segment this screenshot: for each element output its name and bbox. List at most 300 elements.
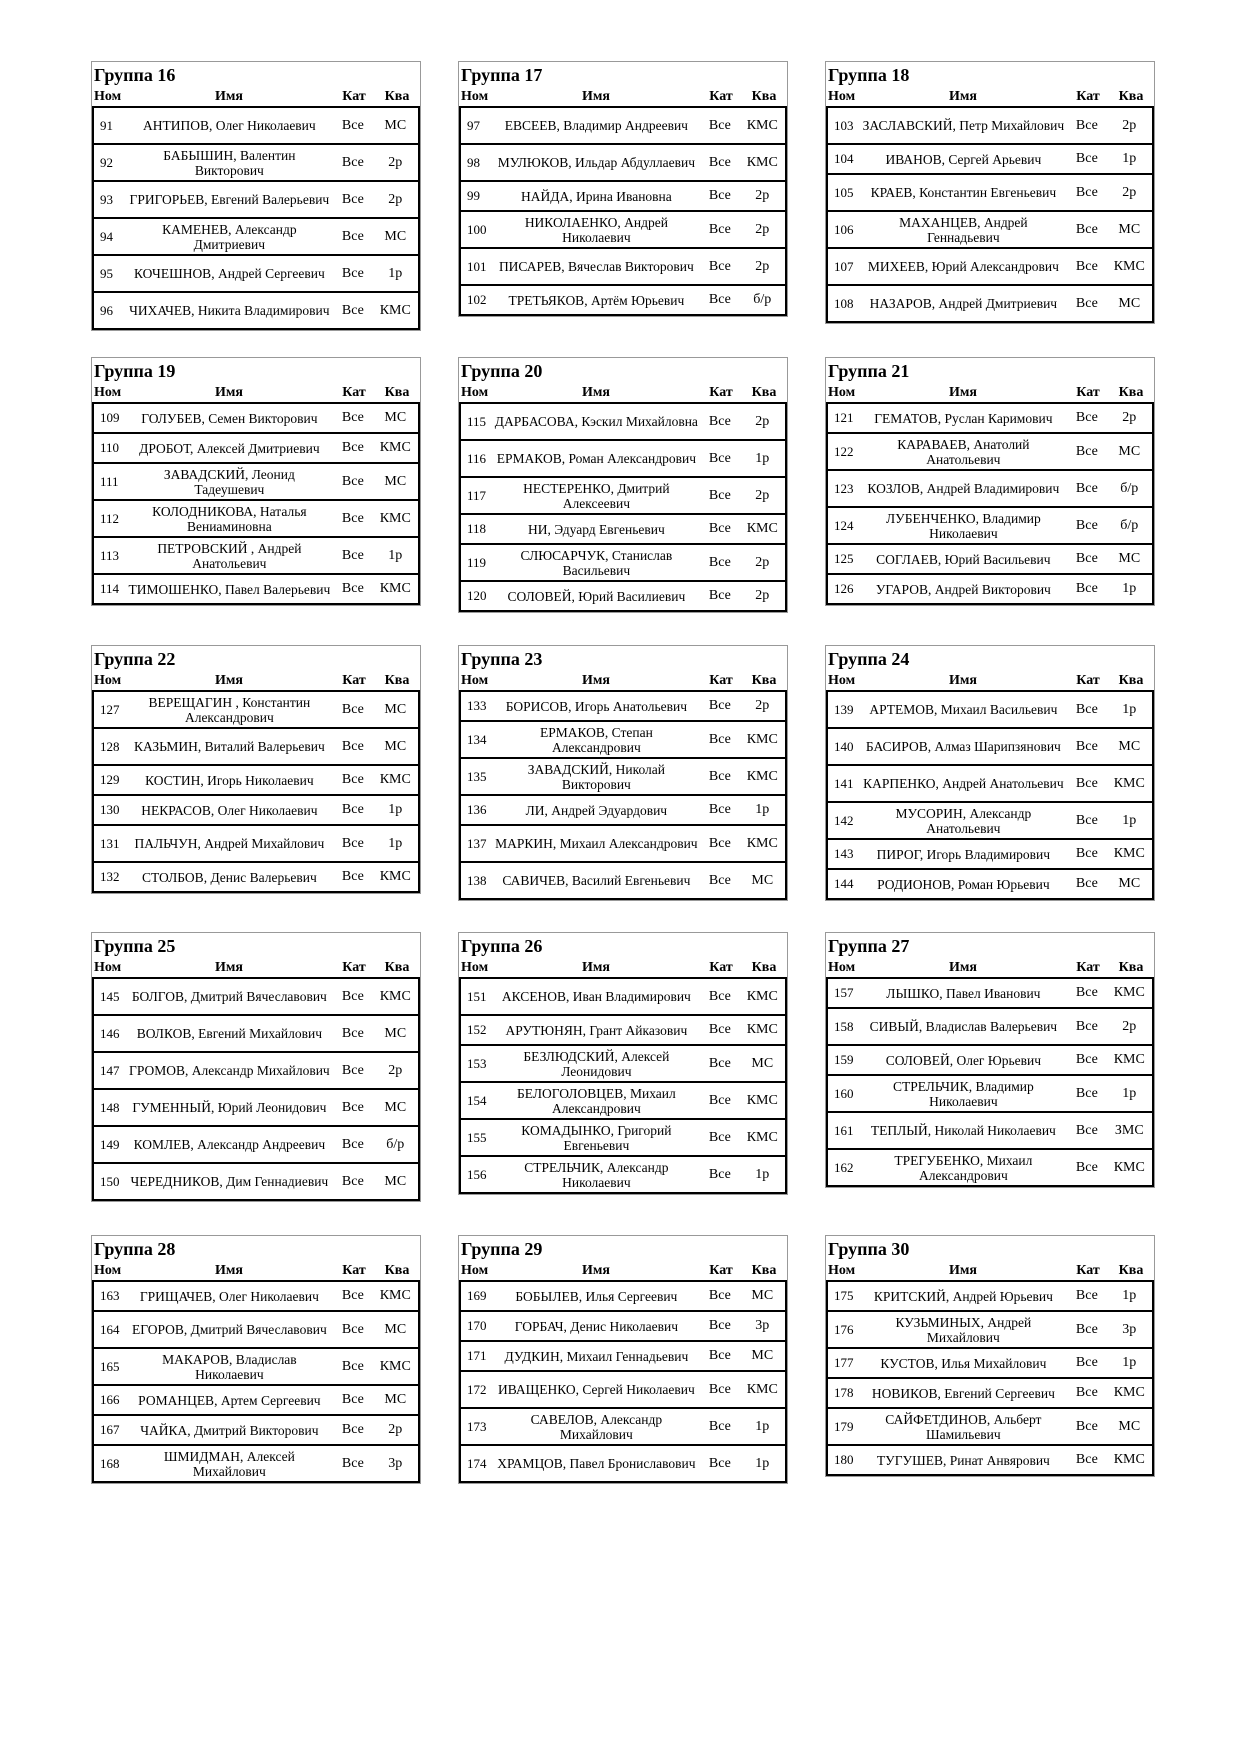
cell-num: 93 bbox=[100, 191, 113, 207]
cell-num: 149 bbox=[100, 1136, 120, 1152]
header-kva: Ква bbox=[1118, 960, 1144, 975]
cell-cat: Все bbox=[341, 1422, 364, 1437]
cell-cat: Все bbox=[341, 802, 364, 817]
table-row bbox=[828, 108, 1152, 145]
cell-cat: Все bbox=[341, 581, 364, 596]
cell-name: НЕСТЕРЕНКО, Дмитрий Алексеевич bbox=[523, 480, 670, 511]
cell-cat: Все bbox=[708, 1022, 731, 1037]
cell-cat: Все bbox=[341, 228, 364, 244]
cell-kva: 2р bbox=[755, 554, 770, 570]
cell-cat: Все bbox=[341, 738, 364, 754]
cell-cat: Все bbox=[1075, 1355, 1098, 1370]
cell-name: НОВИКОВ, Евгений Сергеевич bbox=[871, 1385, 1055, 1401]
cell-kva: КМС bbox=[379, 869, 411, 884]
cell-kva: 1р bbox=[755, 1166, 770, 1182]
table-body bbox=[826, 692, 1154, 900]
cell-num: 120 bbox=[467, 588, 487, 603]
table-header bbox=[92, 672, 420, 692]
cell-kva: МС bbox=[384, 1392, 407, 1407]
cell-kva: КМС bbox=[746, 731, 778, 747]
cell-cat: Все bbox=[1075, 480, 1098, 496]
cell-num: 116 bbox=[467, 450, 487, 466]
cell-name: МАРКИН, Михаил Александрович bbox=[495, 836, 698, 851]
cell-kva: КМС bbox=[746, 768, 778, 784]
header-cat: Кат bbox=[1076, 385, 1100, 400]
group-table bbox=[458, 645, 788, 901]
cell-name: КУЗЬМИНЫХ, Андрей Михайлович bbox=[895, 1314, 1032, 1345]
header-name: Имя bbox=[215, 385, 243, 400]
cell-name: АРУТЮНЯН, Грант Айказович bbox=[505, 1022, 688, 1038]
cell-name: КАРАВАЕВ, Анатолий Анатольевич bbox=[897, 436, 1030, 467]
cell-num: 150 bbox=[100, 1173, 120, 1189]
header-cat: Кат bbox=[709, 89, 733, 104]
cell-kva: КМС bbox=[746, 1092, 778, 1108]
cell-kva: 2р bbox=[755, 588, 770, 603]
cell-cat: Все bbox=[1075, 812, 1098, 828]
cell-num: 178 bbox=[834, 1385, 854, 1400]
cell-name: КОЛОДНИКОВА, Наталья Вениаминовна bbox=[152, 503, 307, 534]
cell-name: ГОРБАЧ, Денис Николаевич bbox=[514, 1318, 678, 1334]
cell-num: 125 bbox=[834, 551, 854, 566]
cell-name: КУСТОВ, Илья Михайлович bbox=[880, 1355, 1047, 1371]
cell-kva: 1р bbox=[755, 450, 770, 466]
cell-num: 139 bbox=[834, 701, 854, 717]
table-row bbox=[828, 175, 1152, 212]
cell-name: ЧИХАЧЕВ, Никита Владимирович bbox=[129, 303, 330, 318]
cell-cat: Все bbox=[708, 1055, 731, 1071]
table-row bbox=[94, 729, 418, 766]
cell-kva: МС bbox=[751, 1288, 774, 1303]
group-table bbox=[825, 61, 1155, 324]
table-row bbox=[461, 545, 785, 582]
table-row bbox=[828, 575, 1152, 605]
cell-cat: Все bbox=[1075, 1018, 1098, 1034]
cell-kva: 2р bbox=[1122, 1018, 1137, 1034]
header-kva: Ква bbox=[384, 89, 410, 104]
header-cat: Кат bbox=[1076, 673, 1100, 688]
table-row bbox=[461, 863, 785, 900]
header-num: Ном bbox=[461, 673, 489, 688]
cell-cat: Все bbox=[708, 554, 731, 570]
cell-num: 105 bbox=[834, 184, 854, 200]
cell-cat: Все bbox=[341, 1321, 364, 1337]
cell-name: НИ, Эдуард Евгеньевич bbox=[527, 521, 665, 537]
cell-cat: Все bbox=[1075, 221, 1098, 237]
table-row bbox=[828, 1113, 1152, 1150]
group-table bbox=[91, 932, 421, 1202]
cell-num: 162 bbox=[834, 1159, 854, 1175]
cell-cat: Все bbox=[341, 772, 364, 787]
header-num: Ном bbox=[94, 1263, 122, 1278]
cell-cat: Все bbox=[708, 413, 731, 429]
cell-name: МАХАНЦЕВ, Андрей Геннадьевич bbox=[899, 214, 1028, 245]
cell-name: МУЛЮКОВ, Ильдар Абдуллаевич bbox=[497, 155, 696, 170]
table-row bbox=[94, 766, 418, 796]
cell-kva: КМС bbox=[379, 302, 411, 318]
cell-num: 98 bbox=[467, 154, 480, 170]
header-name: Имя bbox=[582, 673, 610, 688]
header-kva: Ква bbox=[751, 673, 777, 688]
cell-kva: МС bbox=[384, 410, 407, 425]
header-cat: Кат bbox=[1076, 960, 1100, 975]
cell-cat: Все bbox=[1075, 775, 1098, 791]
cell-kva: МС bbox=[384, 738, 407, 754]
cell-kva: 1р bbox=[755, 802, 770, 817]
cell-kva: КМС bbox=[1113, 1385, 1145, 1400]
cell-cat: Все bbox=[1075, 1122, 1098, 1138]
cell-name: ЕРМАКОВ, Степан Александрович bbox=[539, 724, 653, 755]
cell-kva: КМС bbox=[379, 440, 411, 455]
table-row bbox=[828, 1046, 1152, 1076]
cell-kva: КМС bbox=[1113, 775, 1145, 791]
group-title: Группа 25 bbox=[94, 936, 176, 956]
cell-cat: Все bbox=[1075, 581, 1098, 596]
cell-cat: Все bbox=[1075, 1052, 1098, 1067]
table-header bbox=[459, 959, 787, 979]
cell-kva: КМС bbox=[746, 1022, 778, 1037]
cell-num: 121 bbox=[834, 410, 854, 425]
cell-num: 157 bbox=[834, 985, 854, 1000]
cell-kva: КМС bbox=[746, 835, 778, 851]
group-title: Группа 22 bbox=[94, 649, 176, 669]
table-row bbox=[94, 1282, 418, 1312]
table-row bbox=[94, 1090, 418, 1127]
cell-kva: МС bbox=[384, 228, 407, 244]
table-body bbox=[826, 404, 1154, 605]
cell-kva: КМС bbox=[1113, 985, 1145, 1000]
group-title: Группа 23 bbox=[461, 649, 543, 669]
cell-kva: МС bbox=[1118, 876, 1141, 891]
cell-num: 135 bbox=[467, 768, 487, 784]
header-name: Имя bbox=[215, 960, 243, 975]
cell-name: БАСИРОВ, Алмаз Шарипзянович bbox=[865, 739, 1061, 754]
cell-num: 101 bbox=[467, 258, 487, 274]
cell-num: 97 bbox=[467, 117, 480, 133]
header-name: Имя bbox=[582, 960, 610, 975]
table-row bbox=[461, 108, 785, 145]
table-body bbox=[826, 108, 1154, 323]
table-row bbox=[94, 1416, 418, 1446]
cell-name: СТОЛБОВ, Денис Валерьевич bbox=[141, 869, 317, 885]
table-body bbox=[459, 979, 787, 1194]
table-body bbox=[92, 1282, 420, 1483]
cell-num: 176 bbox=[834, 1321, 854, 1337]
cell-cat: Все bbox=[341, 1392, 364, 1407]
cell-name: ХРАМЦОВ, Павел Брониславович bbox=[497, 1456, 696, 1471]
cell-kva: КМС bbox=[379, 988, 411, 1004]
cell-num: 102 bbox=[467, 292, 487, 307]
cell-num: 148 bbox=[100, 1099, 120, 1115]
group-title: Группа 18 bbox=[828, 65, 910, 85]
cell-num: 163 bbox=[100, 1288, 120, 1303]
cell-kva: МС bbox=[384, 1173, 407, 1189]
header-name: Имя bbox=[582, 385, 610, 400]
header-num: Ном bbox=[828, 89, 856, 104]
group-table bbox=[91, 1235, 421, 1484]
cell-num: 106 bbox=[834, 221, 854, 237]
cell-cat: Все bbox=[708, 1288, 731, 1303]
cell-name: ЛИ, Андрей Эдуардович bbox=[525, 802, 668, 818]
cell-cat: Все bbox=[341, 1173, 364, 1189]
cell-kva: МС bbox=[384, 1025, 407, 1041]
cell-name: БЕЛОГОЛОВЦЕВ, Михаил Александрович bbox=[517, 1085, 676, 1116]
table-header bbox=[92, 384, 420, 404]
cell-kva: КМС bbox=[379, 1288, 411, 1303]
table-row bbox=[828, 249, 1152, 286]
cell-cat: Все bbox=[341, 1288, 364, 1303]
cell-kva: 2р bbox=[755, 258, 770, 274]
cell-cat: Все bbox=[341, 701, 364, 717]
cell-num: 168 bbox=[100, 1455, 120, 1471]
cell-num: 130 bbox=[100, 802, 120, 817]
cell-cat: Все bbox=[708, 1455, 731, 1471]
cell-num: 147 bbox=[100, 1062, 120, 1078]
cell-kva: МС bbox=[1118, 1418, 1141, 1434]
header-cat: Кат bbox=[342, 960, 366, 975]
table-body bbox=[459, 108, 787, 316]
table-row bbox=[94, 1164, 418, 1201]
header-cat: Кат bbox=[342, 89, 366, 104]
cell-name: ТИМОШЕНКО, Павел Валерьевич bbox=[128, 581, 331, 597]
cell-cat: Все bbox=[1075, 1452, 1098, 1467]
group-table bbox=[825, 1235, 1155, 1477]
cell-num: 104 bbox=[834, 151, 854, 166]
cell-kva: 3р bbox=[1122, 1321, 1137, 1337]
table-row bbox=[94, 1386, 418, 1416]
header-kva: Ква bbox=[1118, 673, 1144, 688]
header-num: Ном bbox=[94, 673, 122, 688]
table-body bbox=[459, 692, 787, 900]
cell-name: ВОЛКОВ, Евгений Михайлович bbox=[136, 1026, 323, 1041]
table-row bbox=[461, 826, 785, 863]
cell-name: ИВАНОВ, Сергей Арьевич bbox=[885, 151, 1042, 167]
cell-kva: 3р bbox=[755, 1318, 770, 1333]
header-kva: Ква bbox=[751, 89, 777, 104]
cell-kva: 1р bbox=[1122, 1355, 1137, 1370]
cell-num: 136 bbox=[467, 802, 487, 817]
cell-kva: 1р bbox=[755, 1455, 770, 1471]
group-title: Группа 24 bbox=[828, 649, 910, 669]
cell-kva: 1р bbox=[1122, 812, 1137, 828]
header-kva: Ква bbox=[751, 960, 777, 975]
table-row bbox=[828, 404, 1152, 434]
cell-cat: Все bbox=[1075, 410, 1098, 425]
cell-name: АРТЕМОВ, Михаил Васильевич bbox=[869, 702, 1058, 717]
cell-kva: 2р bbox=[388, 1062, 403, 1078]
table-row bbox=[461, 1046, 785, 1083]
cell-cat: Все bbox=[341, 1099, 364, 1115]
table-row bbox=[461, 441, 785, 478]
cell-kva: МС bbox=[1118, 551, 1141, 566]
header-cat: Кат bbox=[709, 673, 733, 688]
group-table bbox=[825, 932, 1155, 1188]
cell-kva: ЗМС bbox=[1114, 1122, 1144, 1138]
cell-cat: Все bbox=[708, 1348, 731, 1363]
cell-num: 128 bbox=[100, 738, 120, 754]
table-body bbox=[826, 1282, 1154, 1476]
group-table bbox=[91, 357, 421, 606]
table-row bbox=[94, 1127, 418, 1164]
table-row bbox=[828, 1150, 1152, 1187]
table-row bbox=[94, 1053, 418, 1090]
cell-num: 109 bbox=[100, 410, 120, 425]
cell-kva: 2р bbox=[755, 487, 770, 503]
table-row bbox=[94, 404, 418, 434]
cell-name: РОДИОНОВ, Роман Юрьевич bbox=[877, 876, 1050, 892]
cell-kva: 2р bbox=[1122, 117, 1137, 133]
cell-cat: Все bbox=[1075, 1385, 1098, 1400]
cell-cat: Все bbox=[708, 835, 731, 851]
cell-num: 180 bbox=[834, 1452, 854, 1467]
cell-cat: Все bbox=[341, 835, 364, 851]
group-title: Группа 17 bbox=[461, 65, 543, 85]
cell-cat: Все bbox=[708, 698, 731, 713]
table-row bbox=[828, 545, 1152, 575]
table-row bbox=[828, 803, 1152, 840]
header-name: Имя bbox=[582, 89, 610, 104]
group-table bbox=[825, 357, 1155, 606]
header-name: Имя bbox=[582, 1263, 610, 1278]
cell-num: 114 bbox=[100, 581, 120, 596]
cell-kva: 2р bbox=[1122, 184, 1137, 200]
header-num: Ном bbox=[94, 385, 122, 400]
cell-num: 112 bbox=[100, 510, 120, 526]
cell-kva: б/р bbox=[1120, 517, 1139, 533]
cell-kva: МС bbox=[384, 117, 407, 133]
table-row bbox=[461, 759, 785, 796]
cell-kva: 2р bbox=[755, 221, 770, 237]
cell-cat: Все bbox=[341, 869, 364, 884]
cell-num: 170 bbox=[467, 1318, 487, 1333]
header-num: Ном bbox=[828, 673, 856, 688]
table-row bbox=[461, 1342, 785, 1372]
group-title: Группа 27 bbox=[828, 936, 910, 956]
cell-kva: КМС bbox=[746, 154, 778, 170]
cell-name: ЧЕРЕДНИКОВ, Дим Геннадиевич bbox=[130, 1174, 329, 1189]
cell-name: МАКАРОВ, Владислав Николаевич bbox=[162, 1351, 297, 1382]
cell-cat: Все bbox=[1075, 551, 1098, 566]
cell-num: 153 bbox=[467, 1055, 487, 1071]
cell-name: СТРЕЛЬЧИК, Владимир Николаевич bbox=[892, 1078, 1034, 1109]
table-row bbox=[828, 840, 1152, 870]
cell-cat: Все bbox=[708, 1418, 731, 1434]
table-header bbox=[826, 672, 1154, 692]
cell-cat: Все bbox=[1075, 258, 1098, 274]
cell-kva: МС bbox=[1118, 221, 1141, 237]
table-row bbox=[828, 145, 1152, 175]
cell-name: КАЗЬМИН, Виталий Валерьевич bbox=[134, 739, 325, 754]
cell-cat: Все bbox=[1075, 117, 1098, 133]
table-row bbox=[828, 1349, 1152, 1379]
cell-name: ЗАСЛАВСКИЙ, Петр Михайлович bbox=[862, 118, 1065, 133]
cell-name: БОЛГОВ, Дмитрий Вячеславович bbox=[131, 989, 327, 1004]
header-kva: Ква bbox=[1118, 89, 1144, 104]
cell-name: БОБЫЛЕВ, Илья Сергеевич bbox=[515, 1288, 678, 1304]
cell-num: 151 bbox=[467, 988, 487, 1004]
cell-cat: Все bbox=[1075, 846, 1098, 861]
group-table bbox=[458, 61, 788, 317]
cell-kva: 1р bbox=[388, 547, 403, 563]
cell-num: 134 bbox=[467, 731, 487, 747]
header-cat: Кат bbox=[342, 1263, 366, 1278]
cell-name: КОСТИН, Игорь Николаевич bbox=[145, 772, 314, 788]
cell-cat: Все bbox=[708, 1318, 731, 1333]
cell-name: ПИРОГ, Игорь Владимирович bbox=[876, 846, 1051, 862]
header-name: Имя bbox=[215, 1263, 243, 1278]
cell-kva: 2р bbox=[755, 188, 770, 203]
cell-cat: Все bbox=[1075, 1418, 1098, 1434]
header-kva: Ква bbox=[384, 673, 410, 688]
cell-cat: Все bbox=[341, 1025, 364, 1041]
cell-num: 95 bbox=[100, 265, 113, 281]
cell-name: СОГЛАЕВ, Юрий Васильевич bbox=[876, 551, 1051, 567]
table-header bbox=[826, 959, 1154, 979]
cell-kva: КМС bbox=[1113, 846, 1145, 861]
header-cat: Кат bbox=[1076, 89, 1100, 104]
cell-name: ГОЛУБЕВ, Семен Викторович bbox=[141, 410, 318, 426]
cell-num: 173 bbox=[467, 1418, 487, 1434]
table-row bbox=[828, 286, 1152, 323]
cell-name: САВЕЛОВ, Александр Михайлович bbox=[530, 1411, 663, 1442]
header-kva: Ква bbox=[1118, 385, 1144, 400]
table-header bbox=[826, 384, 1154, 404]
cell-kva: 3р bbox=[388, 1455, 403, 1471]
table-row bbox=[828, 729, 1152, 766]
table-body bbox=[92, 404, 420, 605]
cell-cat: Все bbox=[708, 450, 731, 466]
table-header bbox=[459, 1262, 787, 1282]
header-name: Имя bbox=[215, 673, 243, 688]
header-name: Имя bbox=[949, 385, 977, 400]
cell-name: ЗАВАДСКИЙ, Николай Викторович bbox=[527, 761, 665, 792]
table-row bbox=[828, 1009, 1152, 1046]
table-body bbox=[92, 108, 420, 330]
table-row bbox=[94, 219, 418, 256]
header-cat: Кат bbox=[709, 1263, 733, 1278]
header-num: Ном bbox=[828, 385, 856, 400]
cell-name: КОЗЛОВ, Андрей Владимирович bbox=[867, 481, 1060, 496]
table-row bbox=[461, 1372, 785, 1409]
cell-kva: МС bbox=[751, 1055, 774, 1071]
cell-kva: 2р bbox=[1122, 410, 1137, 425]
cell-name: МУСОРИН, Александр Анатольевич bbox=[895, 805, 1032, 836]
cell-kva: КМС bbox=[379, 581, 411, 596]
cell-cat: Все bbox=[341, 154, 364, 170]
cell-cat: Все bbox=[341, 547, 364, 563]
cell-num: 91 bbox=[100, 117, 113, 133]
cell-name: НЕКРАСОВ, Олег Николаевич bbox=[141, 802, 318, 818]
cell-kva: 1р bbox=[388, 265, 403, 281]
cell-cat: Все bbox=[1075, 876, 1098, 891]
cell-num: 144 bbox=[834, 876, 854, 891]
cell-kva: МС bbox=[1118, 295, 1141, 311]
cell-name: МИХЕЕВ, Юрий Александрович bbox=[867, 259, 1059, 274]
cell-name: ИВАЩЕНКО, Сергей Николаевич bbox=[497, 1382, 695, 1397]
cell-num: 111 bbox=[100, 473, 119, 489]
cell-num: 103 bbox=[834, 117, 854, 133]
cell-num: 141 bbox=[834, 775, 854, 791]
cell-cat: Все bbox=[1075, 1085, 1098, 1101]
cell-name: СИВЫЙ, Владислав Валерьевич bbox=[869, 1019, 1058, 1034]
cell-name: ВЕРЕЩАГИН , Константин Александрович bbox=[148, 694, 311, 725]
cell-kva: 2р bbox=[755, 413, 770, 429]
cell-name: ЛУБЕНЧЕНКО, Владимир Николаевич bbox=[886, 510, 1041, 541]
cell-num: 140 bbox=[834, 738, 854, 754]
cell-cat: Все bbox=[708, 768, 731, 784]
cell-kva: КМС bbox=[1113, 1159, 1145, 1175]
header-name: Имя bbox=[949, 673, 977, 688]
cell-num: 143 bbox=[834, 846, 854, 861]
